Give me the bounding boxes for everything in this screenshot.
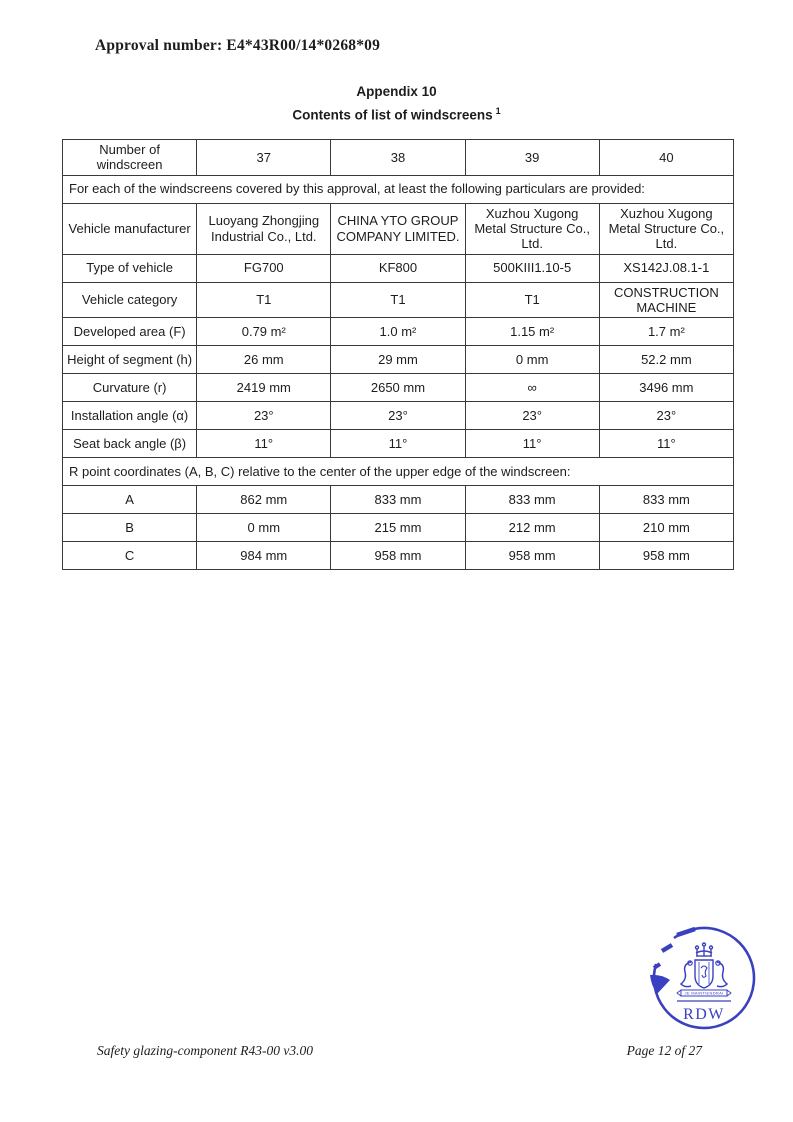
table-row-segment-height: [63, 346, 734, 374]
table-row-manufacturer: [63, 203, 734, 254]
table-row-seat-back-angle: [63, 430, 734, 458]
table-row-coord-b: [63, 514, 734, 542]
table-cell: Xuzhou Xugong Metal Structure Co., Ltd.: [465, 203, 599, 254]
table-cell: 37: [197, 140, 331, 176]
motto-banner: [677, 990, 731, 996]
table-cell: T1: [197, 282, 331, 318]
contents-title-text: Contents of list of windscreens: [292, 107, 493, 123]
table-cell: Xuzhou Xugong Metal Structure Co., Ltd.: [599, 203, 733, 254]
table-row-rpoint-intro: [63, 458, 734, 486]
table-cell: 23°: [331, 402, 465, 430]
table-cell: KF800: [331, 254, 465, 282]
lion-right-icon: [716, 961, 727, 987]
table-cell: 1.7 m²: [599, 318, 733, 346]
table-cell: 29 mm: [331, 346, 465, 374]
table-cell: T1: [465, 282, 599, 318]
table-cell: 40: [599, 140, 733, 176]
table-cell: 0.79 m²: [197, 318, 331, 346]
table-cell: 11°: [197, 430, 331, 458]
table-cell: 958 mm: [465, 542, 599, 570]
motto-text: JE MAINTIENDRAI: [684, 990, 724, 996]
crown-icon: [696, 943, 713, 956]
table-cell: 2419 mm: [197, 374, 331, 402]
row-label: Type of vehicle: [63, 254, 197, 282]
table-cell: CONSTRUCTION MACHINE: [599, 282, 733, 318]
table-cell: 212 mm: [465, 514, 599, 542]
table-cell: 11°: [599, 430, 733, 458]
table-cell: 500KIII1.10-5: [465, 254, 599, 282]
table-cell: 958 mm: [331, 542, 465, 570]
table-cell: 39: [465, 140, 599, 176]
table-cell: 38: [331, 140, 465, 176]
row-label: B: [63, 514, 197, 542]
table-cell: T1: [331, 282, 465, 318]
row-label: A: [63, 486, 197, 514]
row-label: Developed area (F): [63, 318, 197, 346]
table-cell: CHINA YTO GROUP COMPANY LIMITED.: [331, 203, 465, 254]
table-row-installation-angle: [63, 402, 734, 430]
row-label: Vehicle manufacturer: [63, 203, 197, 254]
row-label: Curvature (r): [63, 374, 197, 402]
table-cell: 1.0 m²: [331, 318, 465, 346]
lion-left-icon: [681, 961, 692, 987]
row-label: C: [63, 542, 197, 570]
table-row-type: [63, 254, 734, 282]
table-row-coord-a: [63, 486, 734, 514]
intro-text: For each of the windscreens covered by this approval, at least the following particulars are provided:: [63, 175, 734, 203]
contents-title: [0, 106, 793, 123]
table-cell: 2650 mm: [331, 374, 465, 402]
table-cell: 26 mm: [197, 346, 331, 374]
table-cell: 215 mm: [331, 514, 465, 542]
table-cell: 23°: [599, 402, 733, 430]
footer-page-number: Page 12 of 27: [626, 1043, 702, 1058]
row-label: Installation angle (α): [63, 402, 197, 430]
table-cell: 3496 mm: [599, 374, 733, 402]
table-row-coord-c: [63, 542, 734, 570]
table-cell: 52.2 mm: [599, 346, 733, 374]
stamp-dash-2: [662, 945, 672, 951]
table-cell: 1.15 m²: [465, 318, 599, 346]
table-cell: 11°: [465, 430, 599, 458]
table-cell: 862 mm: [197, 486, 331, 514]
footnote-marker: 1: [495, 106, 501, 116]
rdw-wordmark: RDW: [683, 1006, 725, 1023]
r-point-text: R point coordinates (A, B, C) relative to the center of the upper edge of the windscreen:: [63, 458, 734, 486]
table-row-developed-area: [63, 318, 734, 346]
footer-document-version: Safety glazing-component R43-00 v3.00: [97, 1043, 313, 1058]
stamp-dash-1: [677, 929, 695, 935]
shield-icon: [695, 960, 713, 988]
row-label: Height of segment (h): [63, 346, 197, 374]
table-cell: 833 mm: [599, 486, 733, 514]
rdw-stamp-logo: [649, 922, 759, 1032]
table-cell: ∞: [465, 374, 599, 402]
windscreens-table: [62, 139, 734, 570]
table-cell: 0 mm: [197, 514, 331, 542]
approval-number: Approval number: E4*43R00/14*0268*09: [95, 37, 381, 54]
table-cell: 210 mm: [599, 514, 733, 542]
row-label: Number of windscreen: [63, 140, 197, 176]
row-label: Vehicle category: [63, 282, 197, 318]
table-row-intro: [63, 175, 734, 203]
table-cell: 833 mm: [465, 486, 599, 514]
table-cell: 984 mm: [197, 542, 331, 570]
table-cell: 23°: [465, 402, 599, 430]
table-cell: 958 mm: [599, 542, 733, 570]
table-cell: FG700: [197, 254, 331, 282]
stamp-swoosh: [650, 975, 670, 994]
row-label: Seat back angle (β): [63, 430, 197, 458]
table-row-number: [63, 140, 734, 176]
table-cell: 11°: [331, 430, 465, 458]
table-row-curvature: [63, 374, 734, 402]
appendix-title: Appendix 10: [356, 84, 437, 99]
table-cell: Luoyang Zhongjing Industrial Co., Ltd.: [197, 203, 331, 254]
table-cell: 0 mm: [465, 346, 599, 374]
table-cell: 23°: [197, 402, 331, 430]
table-cell: 833 mm: [331, 486, 465, 514]
table-row-category: [63, 282, 734, 318]
table-cell: XS142J.08.1-1: [599, 254, 733, 282]
